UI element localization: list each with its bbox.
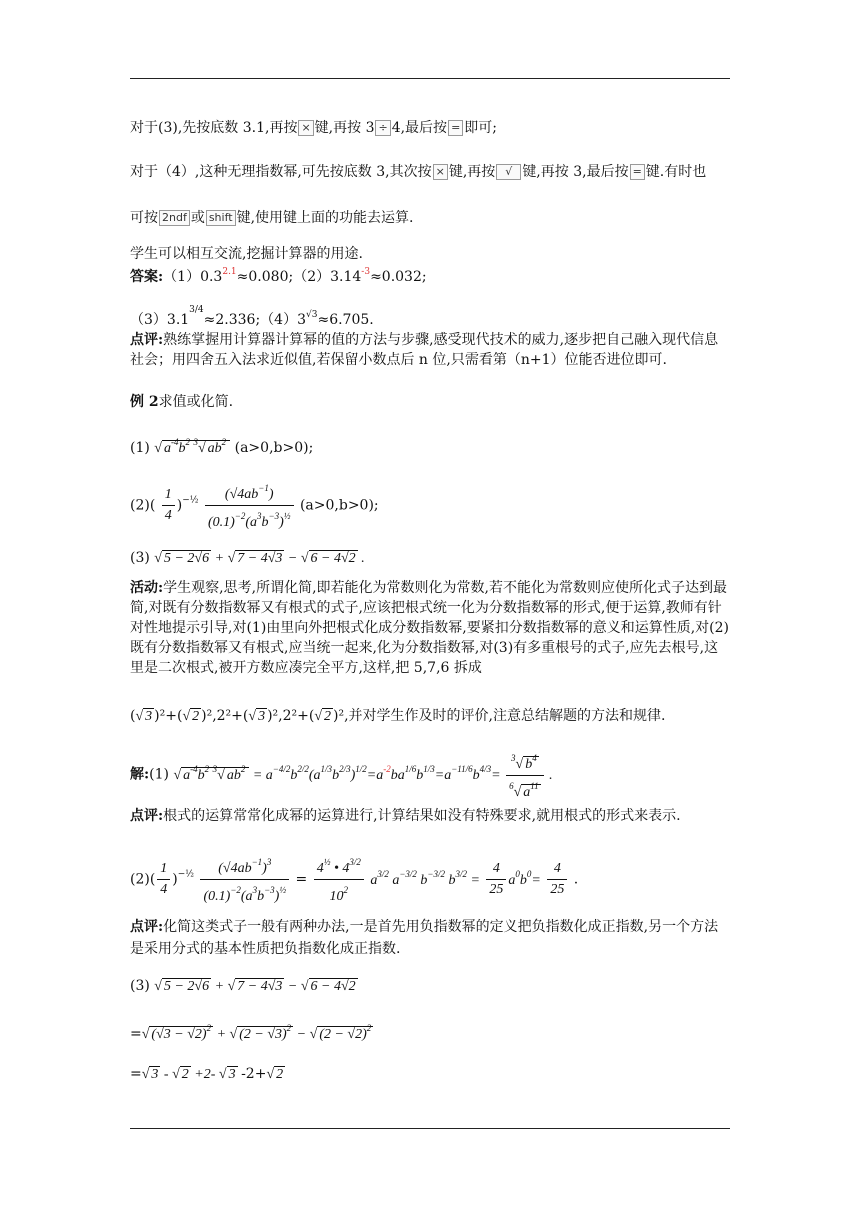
text: 或	[190, 210, 205, 226]
text: ≈6.705.	[317, 312, 374, 328]
fraction: $\frac{(√4ab^{-1})^3}{(0.1)^{-2}(a^3b^{-3})^{\frac{1}{2}}}$	[200, 852, 289, 907]
problem-1	[130, 432, 730, 459]
solution-3-line-3: =√ 3 - √ 2 +2- √ 3 -2+√ 2	[130, 1066, 284, 1082]
text: )²+(	[154, 708, 183, 724]
solution-2: (2)( $\frac{1}{4}$ )$^{-\frac{1}{2}}$ $\frac{(√4ab^{-1})^3}{(0.1)^{-2}(a^3b^{-3})^{\frac{1}{2}}}$ = $\frac{4^{\frac{1}{2}} • 4^{3/2}}{10^2}$ $a^{3/2}$ $a^{-3/2}$ $b^{-3/2}$ $b^{3/2}$ = $\frac{4}{25}$ $a^0b^0=$ $\frac{4}{25}$ .	[130, 852, 730, 902]
2ndf-key: 2ndf	[159, 210, 190, 226]
text: 4,最后按	[391, 120, 448, 136]
bottom-rule	[130, 1128, 730, 1129]
text: 对于（4）,这种无理指数幂,可先按底数 3,其次按	[130, 164, 432, 180]
example-label: 例 2	[130, 394, 159, 410]
text: 学生可以相互交流,挖掘计算器的用途.	[130, 246, 363, 262]
sqrt-key: √	[496, 164, 521, 180]
solution-3-line-1	[130, 976, 730, 997]
math-expression: √ 5 − 2√6 + √ 7 − 4√3 − √ 6 − 4√2	[154, 979, 356, 994]
comment-label: 点评:	[130, 808, 164, 824]
text: 对于(3),先按底数 3.1,再按	[130, 120, 298, 136]
example-2-heading	[130, 392, 730, 412]
text: (2)(	[130, 497, 156, 514]
activity-last-line: (√ 3 )²+(√ 2 )²,2²+(√ 3 )²,2²+(√ 2 )²,并对学生作及时的评价,注意总结解题的方法和规律.	[130, 708, 666, 724]
text: 键,使用键上面的功能去运算.	[236, 210, 414, 226]
exponent: √3	[306, 310, 318, 320]
problem-2: (2)( $\frac{1}{4}$ )$^{-\frac{1}{2}}$ $\frac{(√4ab^{-1})}{(0.1)^{-2}(a^3b^{-3})^{\frac{1}{2}}}$ (a>0,b>0);	[130, 478, 730, 526]
math-expression: √ $a^{-4}b^2$ $^3$√ $ab^2 = a^{-4/2}b^{2/2}(a^{1/3}b^{2/3})^{1/2}=a^{-2}ba^{1/6}b^{1/3}=a^{-11/6}b^{4/3}=$ $\frac{^3√ b^4}{^6√ a^{11}}$ .	[173, 768, 552, 783]
text: 根式的运算常常化成幂的运算进行,计算结果如没有特殊要求,就用根式的形式来表示.	[163, 808, 681, 824]
text: （1）0.3	[163, 269, 223, 285]
exponent: 3/4	[189, 305, 204, 315]
text: 化简这类式子一般有两种办法,一是首先用负指数幂的定义把负指数化成正指数,另一个方法是采用分式的基本性质把负指数化成正指数.	[130, 919, 719, 957]
comment-3	[130, 916, 730, 960]
exponent: 2.1	[222, 267, 237, 277]
text: -2+	[241, 1066, 267, 1082]
exponent: -3	[361, 267, 371, 277]
text: 即可;	[464, 120, 497, 136]
text: 可按	[130, 210, 158, 226]
text: 键,再按 3	[314, 120, 375, 136]
fraction: $\frac{(√4ab^{-1})}{(0.1)^{-2}(a^3b^{-3})^{\frac{1}{2}}}$	[205, 478, 294, 533]
math-expression: √ 5 − 2√6 + √ 7 − 4√3 − √ 6 − 4√2 .	[154, 551, 365, 566]
text: 键,再按 3,最后按	[522, 164, 629, 180]
answer-line-2	[130, 300, 730, 330]
problem-3	[130, 548, 730, 569]
divide-key: ÷	[375, 120, 390, 136]
activity-paragraph	[130, 578, 730, 678]
text: (3)	[130, 978, 150, 994]
solution-1: 解:(1) √ $a^{-4}b^2$ $^3$√ $ab^2 = a^{-4/2}b^{2/2}(a^{1/3}b^{2/3})^{1/2}=a^{-2}ba^{1/6}b^{1/3}=a^{-11/6}b^{4/3}=$ $\frac{^3√ b^4}{^6√ a^{11}}$ .	[130, 748, 730, 788]
text-line-1	[130, 118, 730, 138]
text: (a>0,b>0);	[299, 497, 379, 514]
solution-3-line-2	[130, 1018, 730, 1045]
equals-key: =	[630, 164, 645, 180]
text: ≈0.080;（2）3.14	[236, 269, 362, 285]
text: 键,再按	[448, 164, 496, 180]
math-expression: √ $(√3 - √2)^2$ + √ $(2 - √3)^2$ − √ $(2 - √2)^2$	[141, 1023, 372, 1042]
text: 熟练掌握用计算器计算幂的值的方法与步骤,感受现代技术的威力,逐步把自己融入现代信息社会；用四舍五入法求近似值,若保留小数点后 n 位,只需看第（n+1）位能否进位即可.	[130, 332, 719, 368]
answer-line-1	[130, 262, 730, 287]
text: )²,并对学生作及时的评价,注意总结解题的方法和规律.	[333, 708, 666, 724]
equals-key: =	[448, 120, 463, 136]
text: ≈2.336;（4）3	[203, 312, 306, 328]
times-key: ×	[298, 120, 313, 136]
text-line-2	[130, 162, 730, 182]
text: 求值或化简.	[158, 394, 234, 410]
comment-label: 点评:	[130, 332, 164, 348]
text: (a>0,b>0);	[234, 440, 314, 456]
comment-2	[130, 806, 730, 826]
math-expression: √ 3 - √ 2 +2- √ 3	[141, 1067, 236, 1082]
solution-label: 解:	[130, 766, 150, 783]
activity-label: 活动:	[130, 580, 164, 596]
fraction: $\frac{4^{\frac{1}{2}} • 4^{3/2}}{10^2}$	[314, 852, 364, 907]
text: (3)	[130, 550, 150, 566]
text-line-3	[130, 208, 730, 228]
text: （3）3.1	[130, 312, 190, 328]
answer-label: 答案:	[130, 269, 164, 285]
text: 学生观察,思考,所谓化简,即若能化为常数则化为常数,若不能化为常数则应使所化式子达到最简,对既有分数指数幂又有根式的式子,应该把根式统一化为分数指数幂的形式,便于运算,教师有针对性地提示引导,对(1)由里向外把根式化成分数指数幂,要紧扣分数指数幂的意义和运算性质,对(2)既有分数指数幂又有根式,应当统一起来,化为分数指数幂,对(3)有多重根号的式子,应先去根号,这里是二次根式,被开方数应凑完全平方,这样,把 5,7,6 拆成	[130, 580, 730, 676]
top-rule	[130, 78, 730, 79]
text: )²,2²+(	[267, 708, 315, 724]
text: =	[130, 1066, 142, 1082]
text: 键.有时也	[645, 164, 707, 180]
text: (1)	[130, 440, 150, 456]
shift-key: shift	[206, 210, 236, 226]
text-line-4	[130, 244, 730, 264]
comment-label: 点评:	[130, 919, 164, 935]
math-expression: √ $a^{-4}b^2$ $^3$√ $ab^2$	[154, 440, 230, 456]
fraction: $\frac{1}{4}$	[162, 485, 175, 526]
text: =	[130, 1026, 142, 1042]
text: )²,2²+(	[201, 708, 249, 724]
comment-1	[130, 330, 730, 370]
times-key: ×	[433, 164, 448, 180]
text: ≈0.032;	[370, 269, 427, 285]
